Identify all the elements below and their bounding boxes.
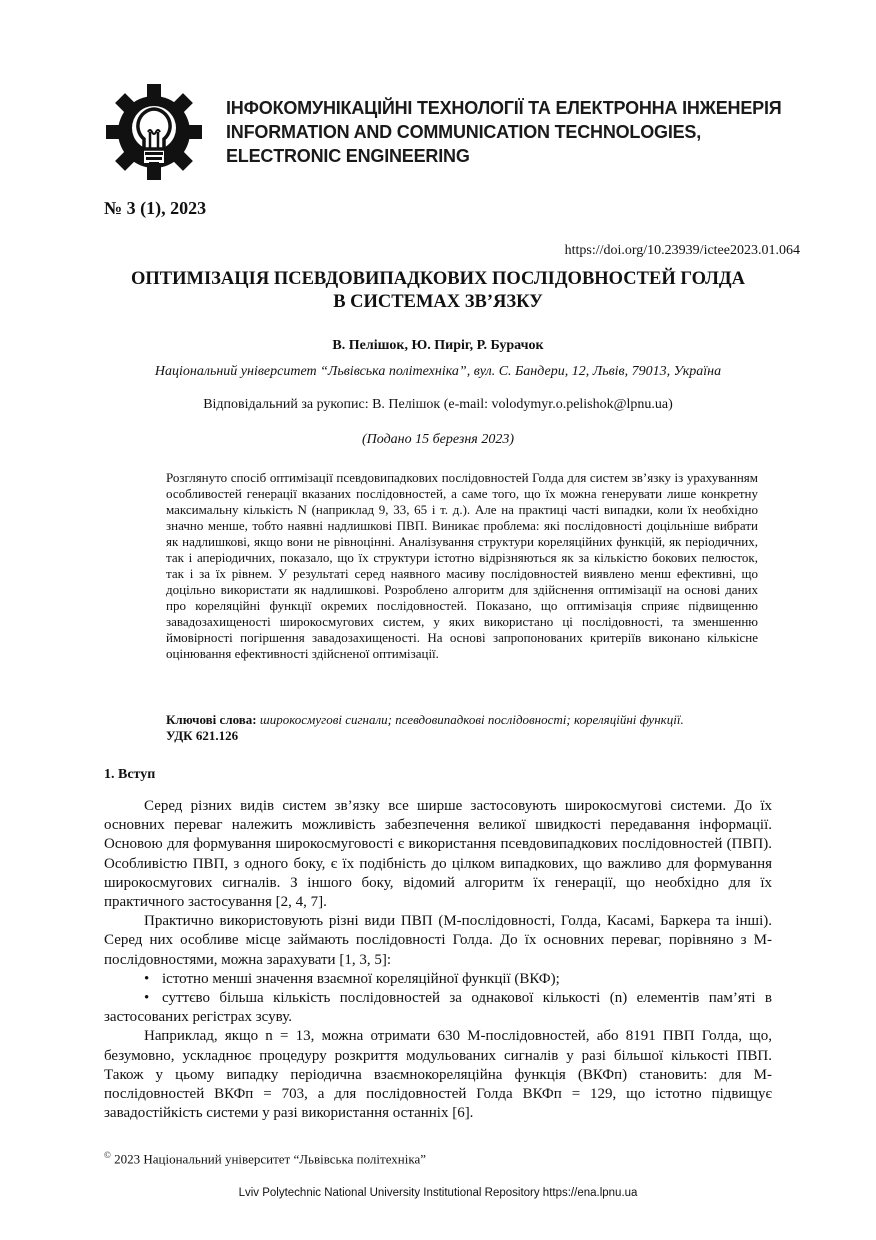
journal-logo-gear-bulb-icon [104, 82, 204, 182]
bullet-text-2: суттєво більша кількість послідовностей за однакової кількості (n) елементів пам’яті в застосованих регістрах зсуву. [104, 990, 772, 1026]
bullet-text-1: істотно менші значення взаємної кореляційної функції (ВКФ); [162, 970, 560, 987]
affiliation: Національний університет “Львівська політехніка”, вул. С. Бандери, 12, Львів, 79013, Україна [154, 364, 722, 379]
section-body [104, 797, 772, 1123]
bullet-item-1 [104, 970, 772, 989]
article-title-line2: В СИСТЕМАХ ЗВ’ЯЗКУ [333, 292, 543, 312]
bullet-icon: • [144, 970, 150, 987]
keywords-label: Ключові слова: [166, 712, 257, 727]
journal-title [226, 96, 826, 168]
bullet-item-2 [104, 989, 772, 1027]
corresponding-author: Відповідальний за рукопис: В. Пелішок (e-mail: volodymyr.o.pelishok@lpnu.ua) [203, 397, 673, 412]
submission-date: (Подано 15 березня 2023) [362, 432, 514, 447]
udk-code: УДК 621.126 [166, 728, 239, 743]
paragraph-3: Наприклад, якщо n = 13, можна отримати 630 М-послідовностей, або 8191 ПВП Голда, що, безумовно, ускладнює процедуру розкриття модульованих сигналів у разі більшої кількості ПВП. Також у цьому випадку періодична взаємнокореляційна функція (ВКФп) становить: для М-послідовностей ВКФп = 703, а для послідовностей Голда ВКФп = 129, що істотно підвищує завадостійкість системи у разі використання останніх [6]. [104, 1028, 772, 1122]
journal-title-en-line1: INFORMATION AND COMMUNICATION TECHNOLOGIES, [226, 122, 702, 142]
bullet-icon: • [144, 990, 150, 1007]
doi-link[interactable]: https://doi.org/10.23939/ictee2023.01.064 [564, 243, 800, 258]
section-heading: 1. Вступ [104, 767, 156, 782]
journal-title-ua: ІНФОКОМУНІКАЦІЙНІ ТЕХНОЛОГІЇ ТА ЕЛЕКТРОННА ІНЖЕНЕРІЯ [226, 98, 782, 118]
article-title-line1: ОПТИМІЗАЦІЯ ПСЕВДОВИПАДКОВИХ ПОСЛІДОВНОСТЕЙ ГОЛДА [130, 269, 746, 289]
paragraph-2: Практично використовують різні види ПВП (М-послідовності, Голда, Касамі, Баркера та інші). Серед них особливе місце займають послідовності Голда. До їх основних переваг, порівняно з М-послідовностями, можна зарахувати [1, 3, 5]: [104, 913, 772, 968]
journal-title-en-line2: ELECTRONIC ENGINEERING [226, 146, 470, 166]
abstract: Розглянуто спосіб оптимізації псевдовипадкових послідовностей Голда для систем зв’язку із урахуванням особливостей генерації вказаних послідовностей, а саме того, що їх можна генерувати лише конкретну максимальну кількість N (наприклад 9, 33, 65 і т. д.). Але на практиці часті випадки, коли їх необхідно значно менше, тобто наявні надлишкові ПВП. Виникає проблема: які послідовності доцільніше вибрати як надлишкові, якщо вони не рівноцінні. Аналізування структури кореляційних функцій, як періодичних, так і аперіодичних, показало, що їх структури істотно відрізняються як за кількістю бокових пелюсток, так і за їх рівнем. У результаті серед наявного масиву послідовностей виявлено менш ефективні, що доцільно використати як надлишкові. Розроблено алгоритм для здійснення оптимізації на основі даних про кореляційні функції окремих послідовностей. Показано, що оптимізація сприяє підвищенню завадозахищеності широкосмугових систем, у яких використано ці послідовності, та зменшенню ймовірності погіршення завадозахищеності. На основі запропонованих критеріїв виконано кількісне оцінювання ефективності здійсненої оптимізації. [166, 470, 758, 661]
repository-footer: Lviv Polytechnic National University Institutional Repository https://ena.lpnu.ua [238, 1187, 638, 1199]
authors: В. Пелішок, Ю. Пиріг, Р. Бурачок [332, 338, 544, 353]
copyright-notice [104, 1150, 426, 1167]
keywords-list: широкосмугові сигнали; псевдовипадкові послідовності; кореляційні функції. [259, 712, 684, 727]
keywords [166, 712, 786, 728]
paragraph-1: Серед різних видів систем зв’язку все ширше застосовують широкосмугові системи. До їх основних переваг належить можливість забезпечення великої швидкості передавання інформації. Основою для формування широкосмуговості є використання псевдовипадкових послідовностей (ПВП). Особливістю ПВП, з одного боку, є їх подібність до цілком випадкових, що важливо для формування широкосмугових сигналів. З іншого боку, відомий алгоритм їх генерації, що необхідно для їх практичного застосування [2, 4, 7]. [104, 798, 772, 911]
copyright-text: 2023 Національний університет “Львівська політехніка” [114, 1151, 427, 1167]
copyright-symbol: © [104, 1150, 111, 1160]
article-title [80, 268, 796, 314]
issue-number: № 3 (1), 2023 [104, 198, 207, 218]
